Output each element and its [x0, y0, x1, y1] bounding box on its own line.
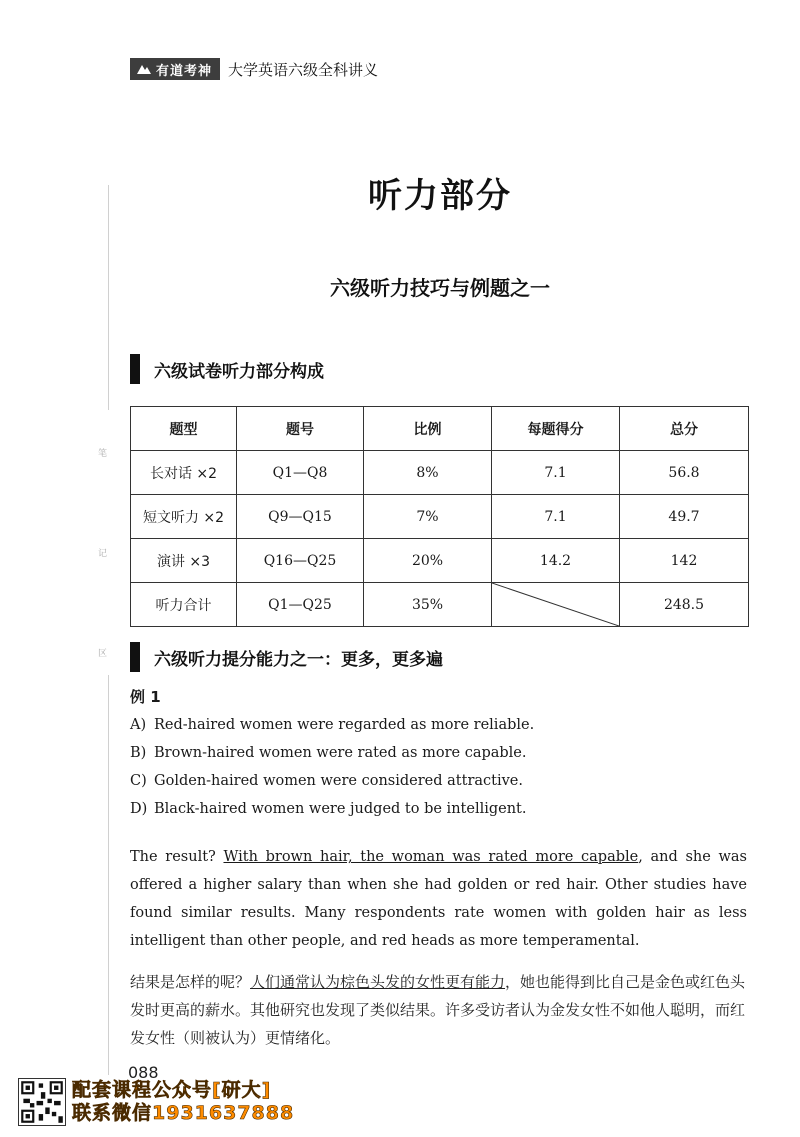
- table-cell: 20%: [364, 539, 492, 583]
- passage-text: , and she was offered a higher salary than when she had golden or red hair. Other studies have found similar results. Many respondents rate women with golden hair as less intelligent than other people, and red heads as more temperamental.: [130, 849, 747, 949]
- column-header: 比例: [364, 407, 492, 451]
- section-title: 六级听力提分能力之一：更多，更多遍: [154, 649, 443, 670]
- option-letter: D): [130, 801, 148, 817]
- margin-note: 记: [98, 549, 108, 559]
- qr-code-icon: [18, 1078, 66, 1126]
- diagonal-line: [492, 583, 619, 626]
- brand-badge: [130, 58, 220, 80]
- section-title: 六级试卷听力部分构成: [154, 361, 324, 382]
- section-marker: [130, 642, 140, 672]
- table-cell: 14.2: [492, 539, 620, 583]
- table-cell: Q16—Q25: [237, 539, 364, 583]
- table-cell: 35%: [364, 583, 492, 627]
- brand-name: 有道考神: [156, 63, 213, 79]
- option-letter: C): [130, 773, 147, 789]
- table-cell: 56.8: [620, 451, 749, 495]
- table-cell: 长对话 ×2: [131, 451, 237, 495]
- option-item: [130, 742, 534, 770]
- key-sentence-underlined: 人们通常认为棕色头发的女性更有能力: [250, 973, 506, 991]
- table-cell: 7.1: [492, 451, 620, 495]
- passage-text: ，她也能得到比自己是金色或红色头发时更高的薪水。其他研究也发现了类似结果。许多受访者认为金发女性不如他人聪明，而红发女性（则被认为）更情绪化。: [130, 973, 746, 1047]
- table-row: [131, 495, 749, 539]
- option-text: Black-haired women were judged to be intelligent.: [154, 801, 527, 817]
- table-cell: 听力合计: [131, 583, 237, 627]
- table-cell: 演讲 ×3: [131, 539, 237, 583]
- option-text: Brown-haired women were rated as more capable.: [154, 745, 527, 761]
- table-cell: Q1—Q8: [237, 451, 364, 495]
- section-marker: [130, 354, 140, 384]
- promo-text: [72, 1079, 294, 1125]
- option-letter: B): [130, 745, 147, 761]
- sub-title: 六级听力技巧与例题之一: [330, 276, 550, 300]
- brand-logo-icon: [136, 63, 152, 75]
- page-number: 088: [128, 1063, 159, 1082]
- option-item: [130, 798, 534, 826]
- passage-english: [130, 843, 747, 955]
- table-header-row: [131, 407, 749, 451]
- promo-line: 联系微信1931637888: [72, 1102, 295, 1124]
- passage-chinese: [130, 968, 747, 1052]
- table-row: [131, 583, 749, 627]
- option-letter: A): [130, 717, 147, 733]
- example-label: 例 1: [130, 688, 161, 706]
- table-cell: 7%: [364, 495, 492, 539]
- option-text: Golden-haired women were considered attractive.: [154, 773, 523, 789]
- column-header: 题号: [237, 407, 364, 451]
- empty-diagonal-cell: [492, 583, 620, 627]
- section-heading: [130, 642, 443, 672]
- table-cell: 142: [620, 539, 749, 583]
- passage-text: The result?: [130, 849, 224, 865]
- column-header: 题型: [131, 407, 237, 451]
- table-cell: Q9—Q15: [237, 495, 364, 539]
- main-title: 听力部分: [368, 176, 512, 216]
- table-cell: 7.1: [492, 495, 620, 539]
- table-row: [131, 451, 749, 495]
- table-cell: Q1—Q25: [237, 583, 364, 627]
- column-header: 每题得分: [492, 407, 620, 451]
- margin-note: 区: [98, 649, 108, 659]
- table-row: [131, 539, 749, 583]
- option-item: [130, 770, 534, 798]
- promo-line: 配套课程公众号[研大]: [72, 1079, 272, 1101]
- promo-watermark: [18, 1078, 294, 1126]
- option-text: Red-haired women were regarded as more reliable.: [154, 717, 535, 733]
- option-item: [130, 714, 534, 742]
- page-header: [130, 58, 378, 80]
- table-cell: 短文听力 ×2: [131, 495, 237, 539]
- section-heading: [130, 354, 324, 384]
- table-cell: 248.5: [620, 583, 749, 627]
- table-cell: 49.7: [620, 495, 749, 539]
- answer-options: [130, 714, 534, 826]
- table-cell: 8%: [364, 451, 492, 495]
- listening-score-table: [130, 406, 749, 627]
- key-sentence-underlined: With brown hair, the woman was rated more capable: [223, 849, 639, 865]
- margin-divider: [108, 675, 109, 1075]
- passage-text: 结果是怎样的呢？: [130, 973, 251, 991]
- margin-note: 笔: [98, 449, 108, 459]
- book-title: 大学英语六级全科讲义: [228, 60, 379, 79]
- column-header: 总分: [620, 407, 749, 451]
